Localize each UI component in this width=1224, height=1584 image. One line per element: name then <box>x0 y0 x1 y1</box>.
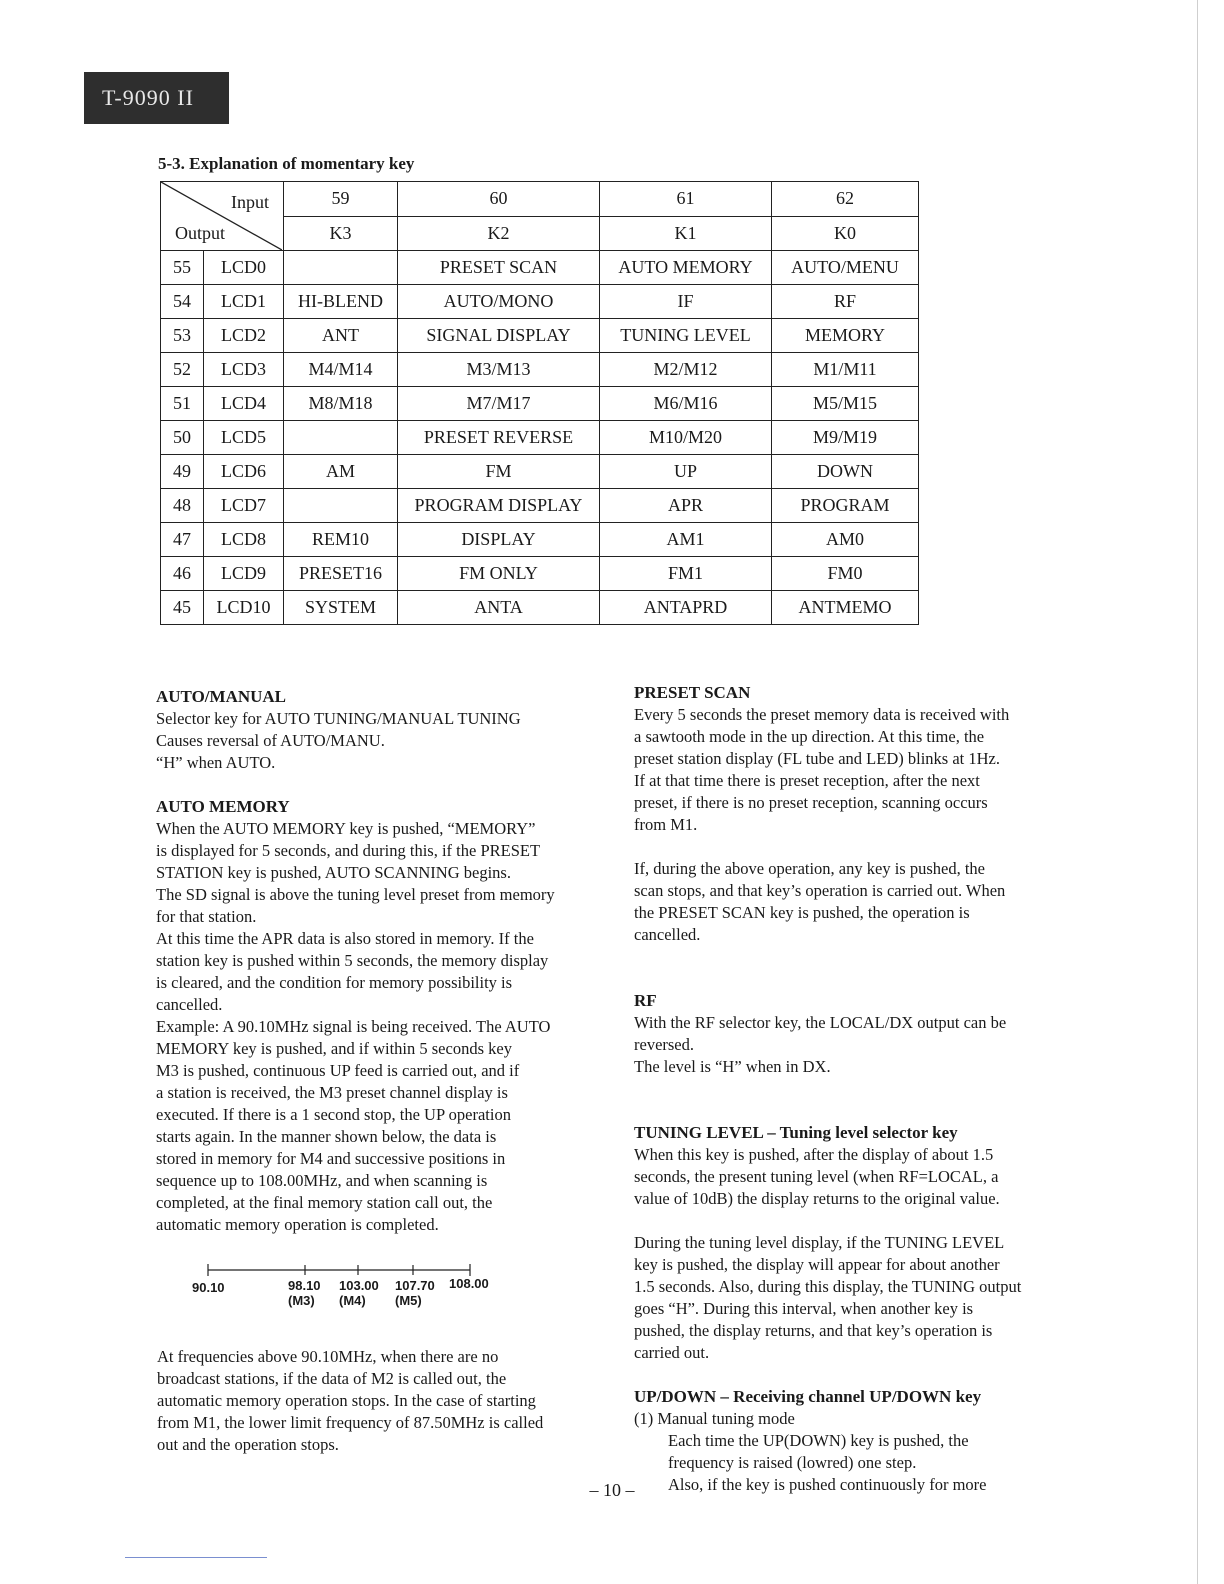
key-cell: TUNING LEVEL <box>600 319 772 353</box>
lcd-cell: LCD4 <box>204 387 284 421</box>
preset-scan-title: PRESET SCAN <box>634 683 751 702</box>
lcd-cell: LCD8 <box>204 523 284 557</box>
key-cell: FM0 <box>772 557 919 591</box>
section-title: 5-3. Explanation of momentary key <box>158 154 415 173</box>
text-line: pushed, the display returns, and that key’s operation is <box>634 1321 993 1340</box>
key-cell <box>284 489 398 523</box>
text-line: a sawtooth mode in the up direction. At this time, the <box>634 727 985 746</box>
model-label: T-9090 II <box>102 85 194 110</box>
text-line: If, during the above operation, any key is pushed, the <box>634 859 985 878</box>
text-line: At frequencies above 90.10MHz, when there are no <box>157 1347 499 1366</box>
text-line: Every 5 seconds the preset memory data is received with <box>634 705 1010 724</box>
output-pin-cell: 48 <box>161 489 204 523</box>
footer-rule <box>125 1557 267 1558</box>
key-cell: M5/M15 <box>772 387 919 421</box>
text-line: station key is pushed within 5 seconds, the memory display <box>156 951 549 970</box>
key-cell: PRESET16 <box>284 557 398 591</box>
momentary-key-table <box>160 181 919 625</box>
text-line: preset station display (FL tube and LED) blinks at 1Hz. <box>634 749 1000 768</box>
key-cell: ANTMEMO <box>772 591 919 625</box>
corner-input-label: Input <box>231 192 269 212</box>
text-line: completed, at the final memory station call out, the <box>156 1193 493 1212</box>
output-pin-cell: 49 <box>161 455 204 489</box>
output-pin-cell: 47 <box>161 523 204 557</box>
text-line: With the RF selector key, the LOCAL/DX output can be <box>634 1013 1007 1032</box>
text-line: STATION key is pushed, AUTO SCANNING begins. <box>156 863 511 882</box>
text-line: Selector key for AUTO TUNING/MANUAL TUNING <box>156 709 521 728</box>
key-cell: REM10 <box>284 523 398 557</box>
text-line: goes “H”. During this interval, when another key is <box>634 1299 974 1318</box>
text-line: is displayed for 5 seconds, and during this, if the PRESET <box>156 841 541 860</box>
text-line: The level is “H” when in DX. <box>634 1057 831 1076</box>
text-line: a station is received, the M3 preset channel display is <box>156 1083 508 1102</box>
output-pin-cell: 50 <box>161 421 204 455</box>
output-pin-cell: 46 <box>161 557 204 591</box>
text-line: cancelled. <box>634 925 701 944</box>
scale-freq: 108.00 <box>449 1276 489 1291</box>
key-cell: DISPLAY <box>398 523 600 557</box>
key-cell: M7/M17 <box>398 387 600 421</box>
lcd-cell: LCD2 <box>204 319 284 353</box>
auto-memory-text <box>156 818 593 1236</box>
table-corner-cell <box>161 182 284 251</box>
lcd-cell: LCD1 <box>204 285 284 319</box>
text-line: MEMORY key is pushed, and if within 5 seconds key <box>156 1039 512 1058</box>
key-cell: AUTO/MENU <box>772 251 919 285</box>
text-line: out and the operation stops. <box>157 1435 339 1454</box>
corner-output-label: Output <box>175 223 226 243</box>
text-line: frequency is raised (lowred) one step. <box>668 1453 917 1472</box>
table-row <box>161 319 919 353</box>
lcd-cell: LCD7 <box>204 489 284 523</box>
table-row <box>161 557 919 591</box>
key-cell <box>284 421 398 455</box>
key-cell: APR <box>600 489 772 523</box>
key-cell: HI-BLEND <box>284 285 398 319</box>
table-row <box>161 489 919 523</box>
left-column <box>156 686 593 1236</box>
page-number: – 10 – <box>589 1480 635 1500</box>
text-line: At this time the APR data is also stored in memory. If the <box>156 929 534 948</box>
key-cell: M9/M19 <box>772 421 919 455</box>
output-pin-cell: 52 <box>161 353 204 387</box>
key-cell: PROGRAM <box>772 489 919 523</box>
updown-item: (1) Manual tuning mode <box>634 1409 795 1428</box>
input-header: 59 <box>284 182 398 217</box>
text-line: broadcast stations, if the data of M2 is called out, the <box>157 1369 507 1388</box>
key-cell: FM <box>398 455 600 489</box>
text-line: sequence up to 108.00MHz, and when scanning is <box>156 1171 488 1190</box>
key-cell: M10/M20 <box>600 421 772 455</box>
lcd-cell: LCD10 <box>204 591 284 625</box>
text-line: 1.5 seconds. Also, during this display, the TUNING output <box>634 1277 1022 1296</box>
text-line: seconds, the present tuning level (when RF=LOCAL, a <box>634 1167 999 1186</box>
text-line: If at that time there is preset reception, after the next <box>634 771 980 790</box>
auto-manual-title: AUTO/MANUAL <box>156 687 287 706</box>
text-line: from M1, the lower limit frequency of 87.50MHz is called <box>157 1413 544 1432</box>
key-cell: AM <box>284 455 398 489</box>
table-row <box>161 285 919 319</box>
scale-freq: 98.10 <box>288 1278 321 1293</box>
key-cell: AM1 <box>600 523 772 557</box>
text-line: “H” when AUTO. <box>156 753 276 772</box>
table-row <box>161 455 919 489</box>
key-cell: RF <box>772 285 919 319</box>
key-cell: FM1 <box>600 557 772 591</box>
text-line: Each time the UP(DOWN) key is pushed, the <box>668 1431 969 1450</box>
table-row <box>161 421 919 455</box>
lcd-cell: LCD5 <box>204 421 284 455</box>
output-pin-cell: 53 <box>161 319 204 353</box>
key-cell: AUTO MEMORY <box>600 251 772 285</box>
output-pin-cell: 45 <box>161 591 204 625</box>
key-cell: SIGNAL DISPLAY <box>398 319 600 353</box>
updown-title: UP/DOWN – Receiving channel UP/DOWN key <box>634 1387 982 1406</box>
text-line: When the AUTO MEMORY key is pushed, “MEMORY” <box>156 819 536 838</box>
key-cell: PROGRAM DISPLAY <box>398 489 600 523</box>
output-pin-cell: 55 <box>161 251 204 285</box>
key-cell <box>284 251 398 285</box>
output-pin-cell: 54 <box>161 285 204 319</box>
scale-mem: (M3) <box>288 1293 315 1308</box>
text-line: automatic memory operation is completed. <box>156 1215 439 1234</box>
input-header: 62 <box>772 182 919 217</box>
text-line: Also, if the key is pushed continuously for more <box>668 1475 987 1494</box>
key-cell: SYSTEM <box>284 591 398 625</box>
key-header: K1 <box>600 216 772 251</box>
lcd-cell: LCD3 <box>204 353 284 387</box>
key-header: K0 <box>772 216 919 251</box>
key-cell: M6/M16 <box>600 387 772 421</box>
key-cell: AUTO/MONO <box>398 285 600 319</box>
text-line: During the tuning level display, if the TUNING LEVEL <box>634 1233 1005 1252</box>
scale-freq: 90.10 <box>192 1280 225 1295</box>
input-header: 61 <box>600 182 772 217</box>
table-row <box>161 251 919 285</box>
table-row <box>161 591 919 625</box>
text-line: scan stops, and that key’s operation is carried out. When <box>634 881 1006 900</box>
model-badge <box>84 72 229 124</box>
text-line: executed. If there is a 1 second stop, the UP operation <box>156 1105 511 1124</box>
text-line: reversed. <box>634 1035 695 1054</box>
key-cell: ANT <box>284 319 398 353</box>
text-line: M3 is pushed, continuous UP feed is carried out, and if <box>156 1061 520 1080</box>
text-line: starts again. In the manner shown below, the data is <box>156 1127 497 1146</box>
key-cell: MEMORY <box>772 319 919 353</box>
text-line: The SD signal is above the tuning level preset from memory <box>156 885 555 904</box>
frequency-scale <box>192 1262 500 1312</box>
text-line: Example: A 90.10MHz signal is being received. The AUTO <box>156 1017 551 1036</box>
key-cell: M4/M14 <box>284 353 398 387</box>
key-cell: M2/M12 <box>600 353 772 387</box>
text-line: the PRESET SCAN key is pushed, the operation is <box>634 903 970 922</box>
table-row <box>161 523 919 557</box>
rf-title: RF <box>634 991 657 1010</box>
right-column <box>634 682 1071 1496</box>
key-cell: M3/M13 <box>398 353 600 387</box>
text-line: is cleared, and the condition for memory possibility is <box>156 973 513 992</box>
input-header: 60 <box>398 182 600 217</box>
key-cell: M1/M11 <box>772 353 919 387</box>
text-line: stored in memory for M4 and successive positions in <box>156 1149 506 1168</box>
text-line: carried out. <box>634 1343 710 1362</box>
table-row <box>161 387 919 421</box>
key-header: K2 <box>398 216 600 251</box>
text-line: When this key is pushed, after the display of about 1.5 <box>634 1145 994 1164</box>
scale-mem: (M4) <box>339 1293 366 1308</box>
text-line: key is pushed, the display will appear for about another <box>634 1255 1000 1274</box>
key-cell: PRESET SCAN <box>398 251 600 285</box>
key-cell: UP <box>600 455 772 489</box>
table-row <box>161 353 919 387</box>
key-cell: IF <box>600 285 772 319</box>
key-cell: ANTAPRD <box>600 591 772 625</box>
scale-freq: 103.00 <box>339 1278 379 1293</box>
text-line: automatic memory operation stops. In the case of starting <box>157 1391 536 1410</box>
text-line: preset, if there is no preset reception, scanning occurs <box>634 793 988 812</box>
text-line: cancelled. <box>156 995 223 1014</box>
lcd-cell: LCD6 <box>204 455 284 489</box>
text-line: from M1. <box>634 815 698 834</box>
text-line: value of 10dB) the display returns to the original value. <box>634 1189 1000 1208</box>
key-header: K3 <box>284 216 398 251</box>
scale-freq: 107.70 <box>395 1278 435 1293</box>
left-final-text <box>157 1346 594 1456</box>
text-line: for that station. <box>156 907 257 926</box>
page-edge <box>1197 0 1198 1584</box>
text-line: Causes reversal of AUTO/MANU. <box>156 731 385 750</box>
key-cell: AM0 <box>772 523 919 557</box>
output-pin-cell: 51 <box>161 387 204 421</box>
scale-mem: (M5) <box>395 1293 422 1308</box>
key-cell: DOWN <box>772 455 919 489</box>
key-cell: PRESET REVERSE <box>398 421 600 455</box>
tuning-level-title: TUNING LEVEL – Tuning level selector key <box>634 1123 958 1142</box>
key-cell: ANTA <box>398 591 600 625</box>
lcd-cell: LCD0 <box>204 251 284 285</box>
key-cell: M8/M18 <box>284 387 398 421</box>
lcd-cell: LCD9 <box>204 557 284 591</box>
auto-memory-title: AUTO MEMORY <box>156 797 290 816</box>
key-cell: FM ONLY <box>398 557 600 591</box>
